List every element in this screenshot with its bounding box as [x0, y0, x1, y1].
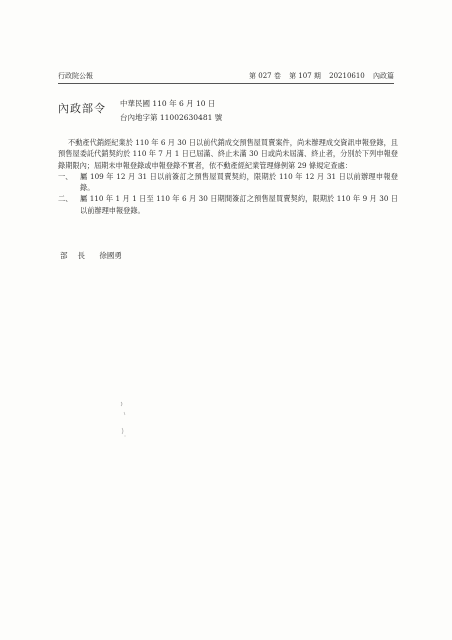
header-meta [243, 70, 394, 82]
item-text: 屬 109 年 12 月 31 日以前簽訂之預售屋買賣契約，限期於 110 年 12 月 31 日以前辦理申報登錄。 [80, 171, 398, 193]
document-number: 台內地字第 11002630481 號 [120, 113, 223, 122]
gazette-header [58, 70, 394, 82]
volume-label: 第 027 卷 [249, 72, 281, 80]
publication-name: 行政院公報 [58, 72, 93, 80]
item-text: 屬 110 年 1 月 1 日至 110 年 6 月 30 日期間簽訂之預售屋買賣契約，限期於 110 年 9 月 30 日以前辦理申報登錄。 [80, 194, 398, 215]
list-item [58, 171, 398, 194]
order-body [58, 137, 398, 216]
signature-line [60, 250, 122, 261]
list-item [58, 193, 398, 216]
issue-label: 第 107 期 [289, 72, 321, 80]
section-label: 內政篇 [373, 72, 394, 80]
issuer-title: 內政部令 [58, 102, 106, 115]
item-number: 一、 [58, 171, 73, 181]
order-date: 中華民國 110 年 6 月 10 日 [120, 99, 216, 108]
header-divider [58, 83, 394, 84]
intro-paragraph: 不動產代銷經紀業於 110 年 6 月 30 日以前代銷成交預售屋買賣案件，尚未辦理成交資訊申報登錄，且預售屋委託代銷契約於 110 年 7 月 1 日已屆滿、終止未滿 30 日或尚未屆滿、終止者，分別於下列申報登錄期限內；屆期未申報登錄或申報登錄不實者，依不動產經紀業管理條例第 29 條規定查處： [58, 138, 398, 170]
signatory-title: 部長 [60, 251, 95, 260]
item-number: 二、 [58, 194, 73, 204]
signatory-name: 徐國勇 [99, 251, 122, 260]
issue-date: 20210610 [329, 72, 365, 80]
scan-specks [118, 400, 130, 440]
